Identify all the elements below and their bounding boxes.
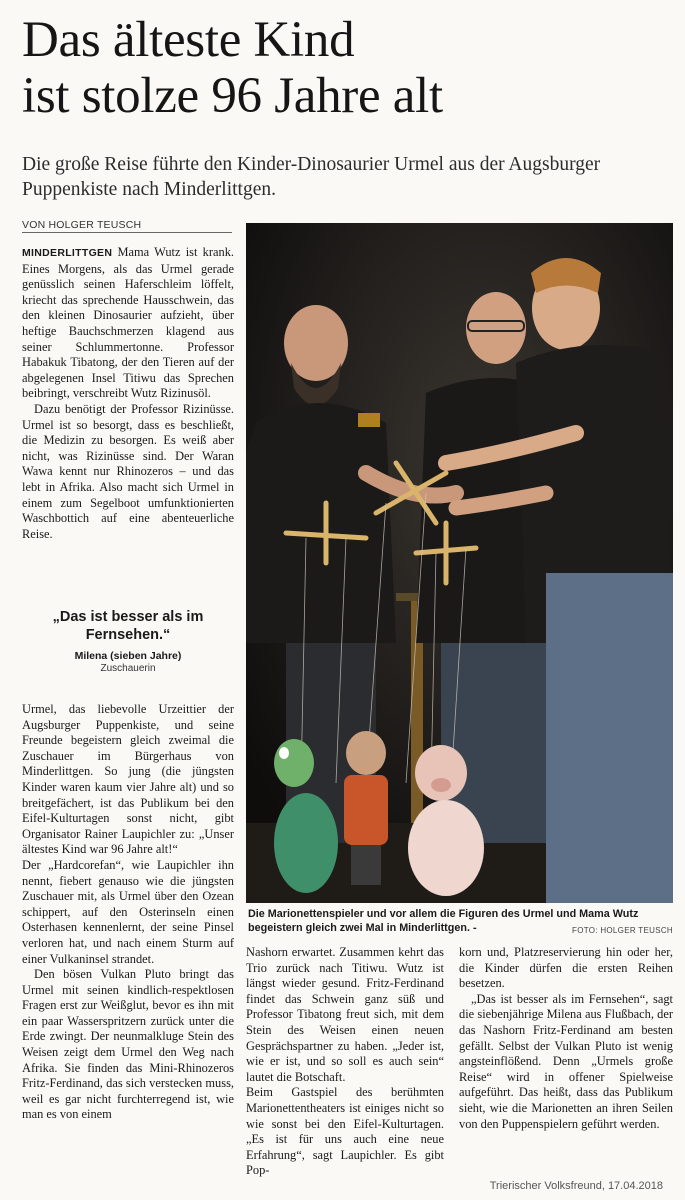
byline: VON HOLGER TEUSCH <box>22 219 142 231</box>
column-1-top <box>22 245 234 542</box>
paragraph-5: Den bösen Vulkan Pluto bringt das Urmel mit seinen kindlich-respektlosen Fragen erst zur Weißglut, bevor es ihn mit ein paar Wasserspritzern zurück unter die Erde zwingt. Der neunmalkluge Stein des Weisen zeigt dem Urmel den Weg nach Afrika. Sie finden das Mini-Rhinozeros Fritz-Ferdinand, das sich verstecken muss, weil es gar nicht furchterregend ist, wie man es von einem <box>22 967 234 1122</box>
source-footer: Trierischer Volksfreund, 17.04.2018 <box>489 1180 663 1192</box>
paragraph-9: „Das ist besser als im Fernsehen“, sagt die siebenjährige Milena aus Flußbach, der das Nashorn Fritz-Ferdinand am besten gefällt. Selbst der Vulkan Pluto ist wenig angsteinflößend. Denn „Urmels große Reise“ wird in offener Spielweise aufgeführt. Das heißt, dass das Publikum sieht, wie die Marionetten an ihren Seilen von den Puppenspielern geführt werden. <box>459 991 673 1131</box>
paragraph-7: Beim Gastspiel des berühmten Marionettentheaters ist einiges nicht so wie sonst bei den Eifel-Kulturtagen. „Es ist für uns auch eine neue Erfahrung“, sagt Laupichler. Es gibt Pop- <box>246 1085 444 1178</box>
pull-quote-text: „Das ist besser als im Fernsehen.“ <box>52 609 204 643</box>
column-1-bottom <box>22 702 234 1123</box>
paragraph-6: Nashorn erwartet. Zusammen kehrt das Trio zurück nach Titiwu. Wutz ist längst wieder gesund. Fritz-Ferdinand findet das Schwein ganz süß und Professor Tibatong freut sich, mit dem Stein des Weisen einen neuen Gesprächspartner zu haben. „Jeder ist, wie er ist, und so soll es auch sein“ lautet die Botschaft. <box>246 945 444 1084</box>
subheadline: Die große Reise führte den Kinder-Dinosaurier Urmel aus der Augsburger Puppenkiste nach Minderlittgen. <box>22 154 601 200</box>
paragraph-4: Der „Hardcorefan“, wie Laupichler ihn nennt, fiebert genauso wie die jüngsten Zuschauer mit, als Urmel über den Ozean schippert, auf den Osterinseln einen Osterhasen kennenlernt, der seine Pinsel verloren hat, und nach einem Sturm auf einer Vulkaninsel strandet. <box>22 857 234 966</box>
paragraph-8: korn und, Platzreservierung hin oder her, die Kinder dürfen die ersten Reihen besetzen. <box>459 945 673 991</box>
article-photo <box>246 223 673 903</box>
column-2 <box>246 945 444 1179</box>
pull-quote-author: Milena (sieben Jahre) <box>74 650 182 662</box>
headline-line-1: Das älteste Kind <box>22 12 355 68</box>
photo-credit: FOTO: HOLGER TEUSCH <box>572 926 673 935</box>
paragraph-3: Urmel, das liebevolle Urzeittier der Augsburger Puppenkiste, und seine Freunde begeistern gleich zweimal die Zuschauer im Bürgerhaus von Minderlittgen. So jung (die jüngsten Kinder waren kaum vier Jahre alt) und so breitgefächert, ist das Publikum bei den Eifel-Kulturtagen sonst nicht, gibt Organisator Rainer Laupichler zu: „Unser ältestes Kind war 96 Jahre alt!“ <box>22 702 234 857</box>
pull-quote <box>22 608 234 674</box>
byline-rule <box>22 232 232 233</box>
paragraph-2: Dazu benötigt der Professor Rizinüsse. Urmel ist so besorgt, dass es beschließt, die Medizin zu besorgen. Es weiß aber nicht, was Rizinüsse sind. Der Waran Wawa kennt nur Rhinozeros – und das lebt in Afrika. Also macht sich Urmel in einem zum Segelboot umfunktionierten Waschbottich auf eine abenteuerliche Reise. <box>22 401 234 541</box>
paragraph-1 <box>22 245 234 402</box>
column-3 <box>459 945 673 1132</box>
pull-quote-role: Zuschauerin <box>100 663 156 674</box>
photo-caption: Die Marionettenspieler und vor allem die Figuren des Urmel und Mama Wutz begeistern gleich zwei Mal in Minderlittgen. - <box>248 908 639 934</box>
paragraph-1-text: Mama Wutz ist krank. Eines Morgens, als das Urmel gerade genüsslich seinen Haferschleim löffelt, kriecht das sprechende Hausschwein, das den kleinen Dinosaurier aufzieht, über heftige Bauchschmerzen klagend aus seiner Schlummertonne. Professor Habakuk Tibatong, der den Tieren auf der abgelegenen Insel Titiwu das Sprechen beibringt, verschreibt Wutz Rizinusöl. <box>22 245 234 401</box>
puppeteers-illustration <box>246 223 673 903</box>
headline-line-2: ist stolze 96 Jahre alt <box>22 68 443 124</box>
dateline: MINDERLITTGEN <box>22 247 113 259</box>
headline <box>22 12 672 124</box>
